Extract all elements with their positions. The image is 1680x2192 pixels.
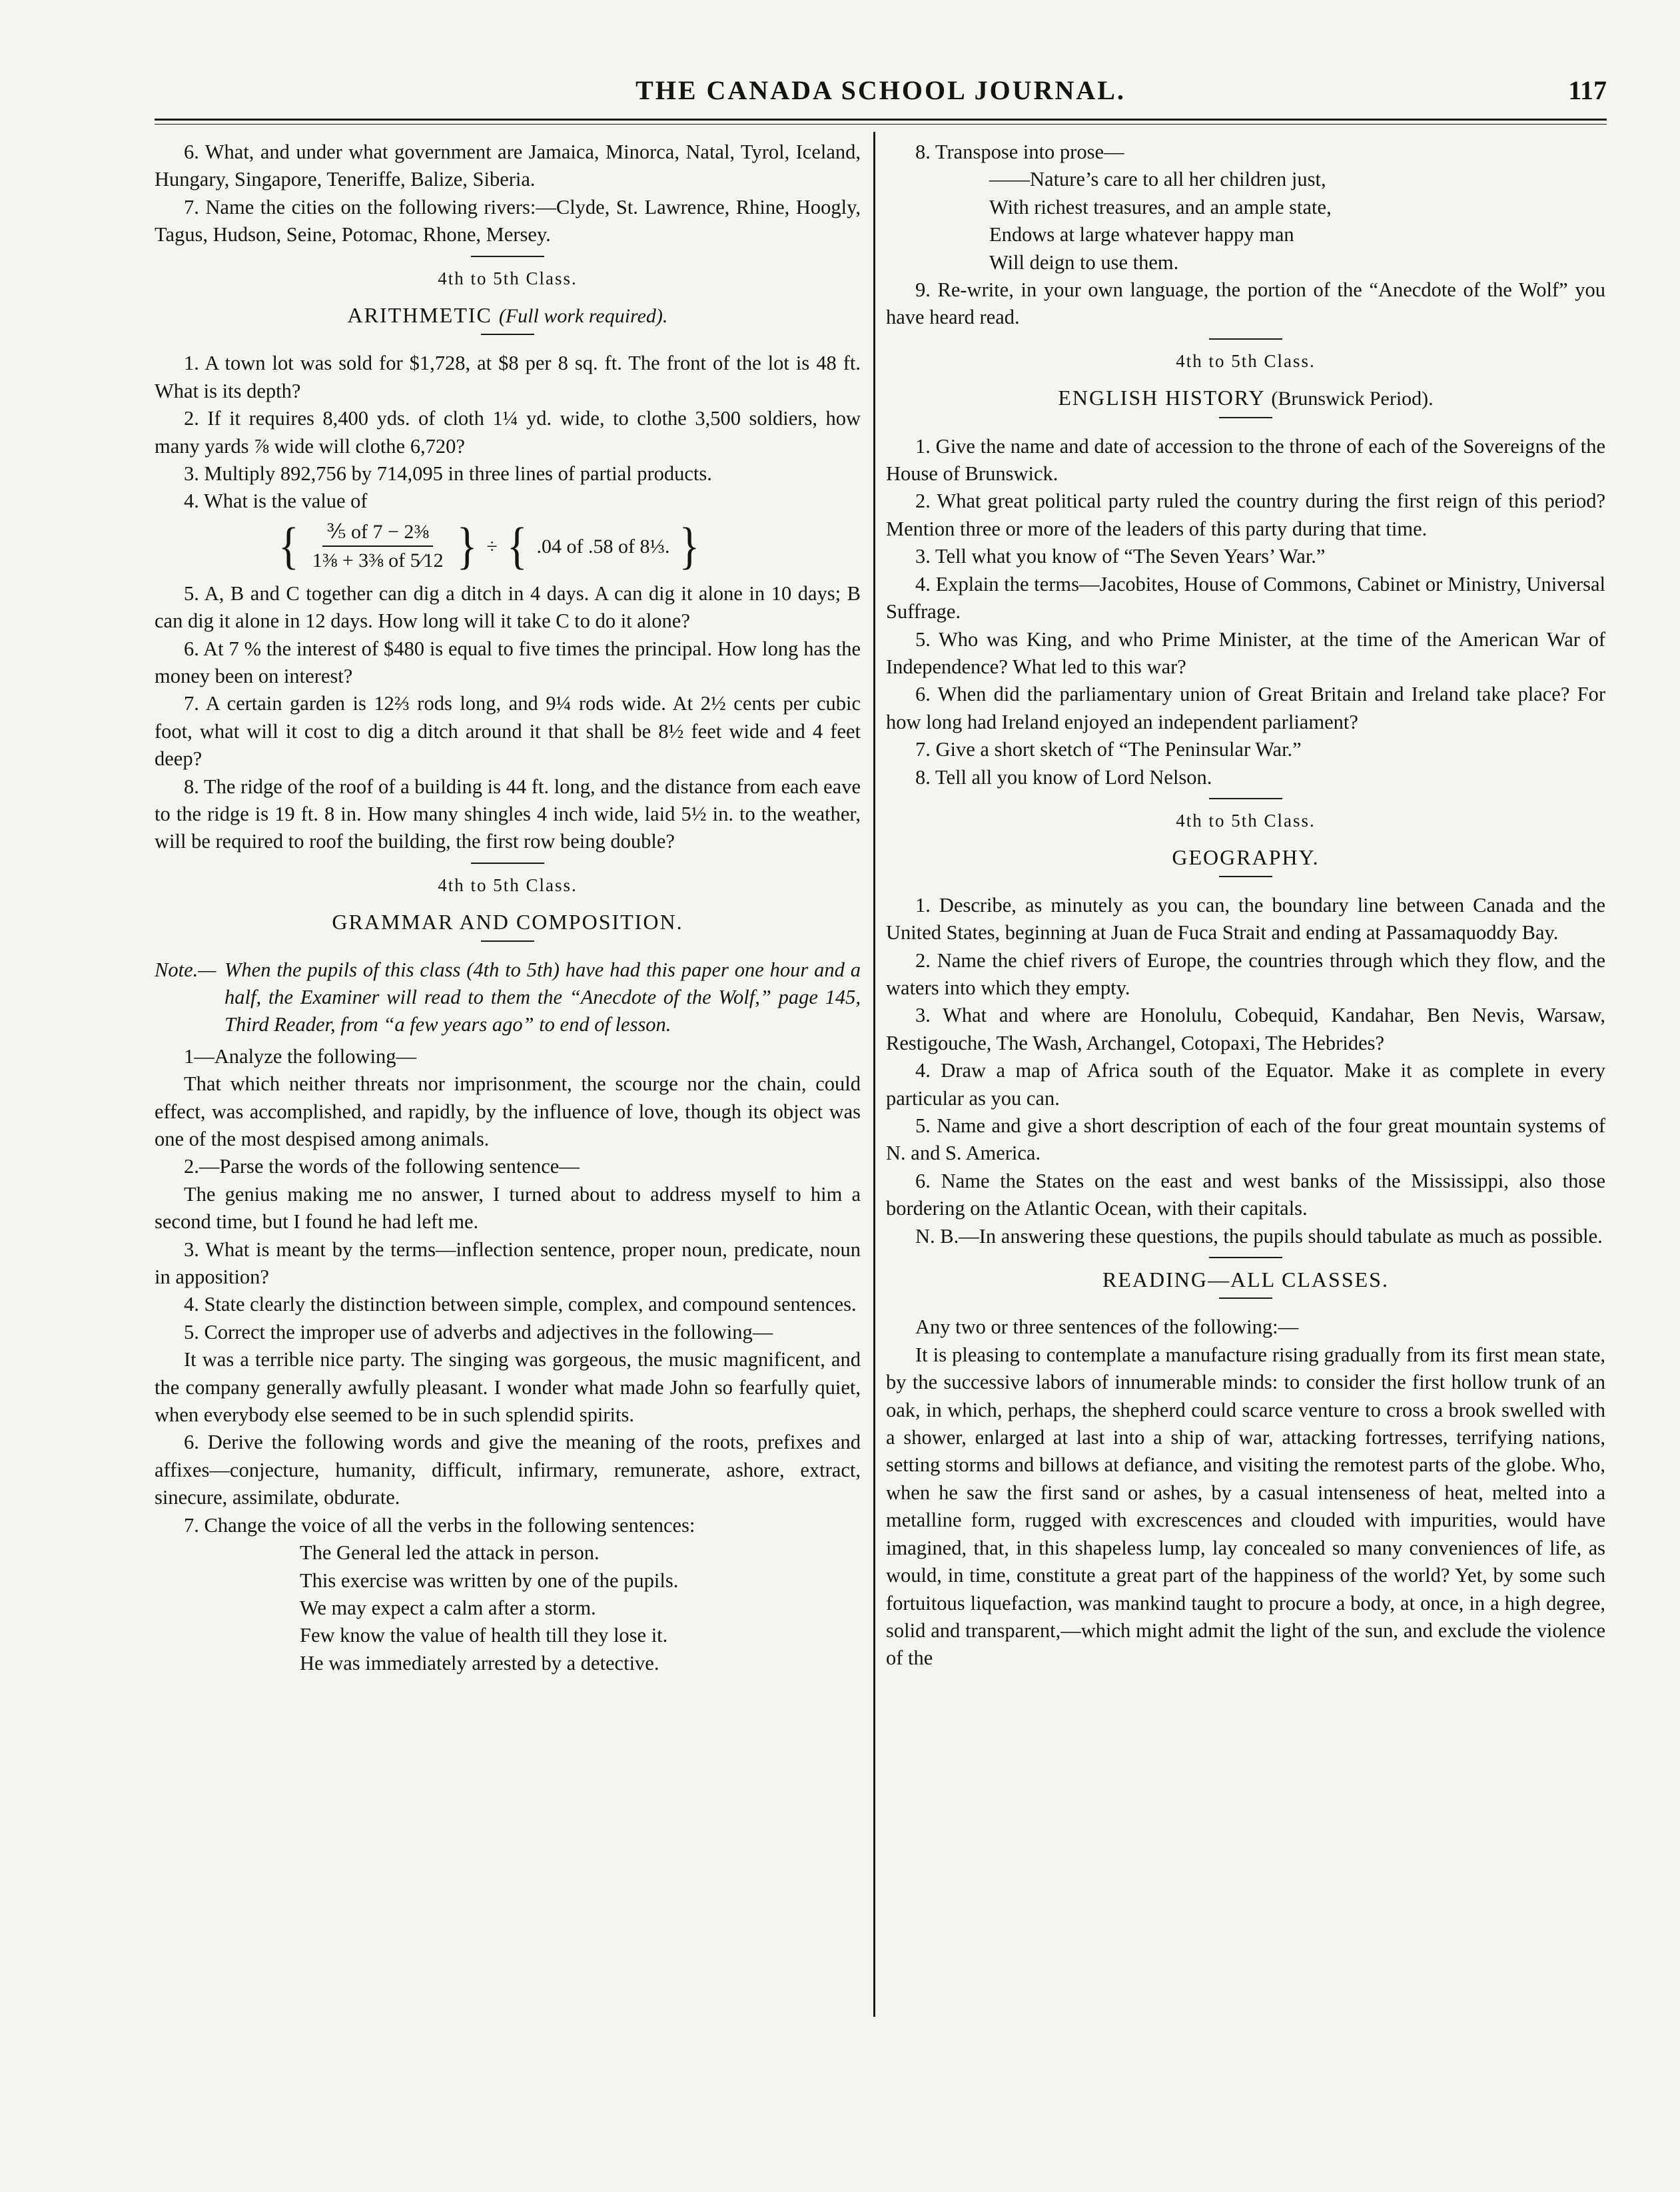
history-question-3: 3. Tell what you know of “The Seven Years’ War.” xyxy=(915,545,1326,568)
geography-note: N. B.—In answering these questions, the pupils should tabulate as much as possible. xyxy=(915,1224,1603,1248)
grammar-question-1: 1—Analyze the following— xyxy=(184,1044,416,1068)
close-brace: } xyxy=(456,518,478,575)
class-heading: 4th to 5th Class. xyxy=(1176,810,1316,831)
header-rule xyxy=(155,119,1607,121)
grammar-question-5-text: It was a terrible nice party. The singing was gorgeous, the music magnificent, and the company generally awfully pleasant. I wonder what made John so fearfully quiet, when everybody else seemed to be in such splendid spirits. xyxy=(155,1348,861,1427)
class-heading: 4th to 5th Class. xyxy=(438,268,578,288)
fraction-denominator: 1⅜ + 3⅜ of 5⁄12 xyxy=(312,549,444,572)
section-rule xyxy=(1209,1257,1282,1258)
compound-fraction xyxy=(308,518,448,575)
journal-title: THE CANADA SCHOOL JOURNAL. xyxy=(635,75,1126,105)
grammar-question-1-text: That which neither threats nor imprisonment, the scourge nor the chain, could effect, was accomplished, and rapidly, by the influence of love, though its object was one of the most despised among animals. xyxy=(155,1072,861,1150)
examiner-note xyxy=(155,956,861,1039)
history-title-text: ENGLISH HISTORY xyxy=(1058,386,1265,410)
poem-line: Will deign to use them. xyxy=(989,250,1179,274)
arithmetic-question-4: 4. What is the value of xyxy=(184,490,368,513)
geography-question-6: 6. Name the States on the east and west banks of the Mississippi, also those bordering on the Atlantic Ocean, with their capitals. xyxy=(886,1169,1605,1220)
poem-line: Endows at large whatever happy man xyxy=(989,223,1294,246)
sentence-line: This exercise was written by one of the pupils. xyxy=(300,1569,679,1592)
fraction-numerator: ⅗ of 7 − 2⅜ xyxy=(322,518,433,547)
arithmetic-question-6: 6. At 7 % the interest of $480 is equal to five times the principal. How long has the money been on interest? xyxy=(155,637,861,687)
expression-rest: .04 of .58 of 8⅓. xyxy=(536,535,670,557)
open-brace: { xyxy=(278,518,299,575)
geography-question-7: 7. Name the cities on the following rivers:—Clyde, St. Lawrence, Rhine, Hoogly, Tagus, Hudson, Seine, Potomac, Rhone, Mersey. xyxy=(155,195,861,246)
poem-line: With richest treasures, and an ample state, xyxy=(989,195,1332,218)
grammar-question-2: 2.—Parse the words of the following sentence— xyxy=(184,1155,580,1178)
arithmetic-question-3: 3. Multiply 892,756 by 714,095 in three lines of partial products. xyxy=(184,462,712,486)
section-rule xyxy=(1209,338,1282,340)
note-text: When the pupils of this class (4th to 5th) have had this paper one hour and a half, the Examiner will read to them the “Anecdote of the Wolf,” page 145, Third Reader, from “a few years ago” to end of lesson. xyxy=(224,958,861,1036)
history-question-4: 4. Explain the terms—Jacobites, House of Commons, Cabinet or Ministry, Universal Suffrage. xyxy=(886,572,1605,623)
open-brace: { xyxy=(506,518,528,575)
sentence-line: The General led the attack in person. xyxy=(300,1541,600,1565)
history-title xyxy=(886,384,1605,412)
sentence-line: He was immediately arrested by a detective. xyxy=(300,1651,659,1674)
history-question-5: 5. Who was King, and who Prime Minister, at the time of the American War of Independence? What led to this war? xyxy=(886,627,1605,678)
header-rule-thin xyxy=(155,124,1607,125)
grammar-question-8: 8. Transpose into prose— xyxy=(915,141,1124,163)
reading-intro: Any two or three sentences of the following:— xyxy=(915,1315,1299,1339)
reading-passage: It is pleasing to contemplate a manufacture rising gradually from its first mean state, by the successive labors of innumerable minds: to consider the first hollow trunk of an oak, in which, perhaps, the shepherd could scarce venture to cross a brook swelled with a shower, enlarged at last into a ship of war, attacking fortresses, terrifying nations, setting storms and billows at defiance, and visiting the remotest parts of the globe. Who, when he saw the first sand or ashes, by a casual intenseness of heat, melted into a metalline form, rugged with excrescences and clouded with impurities, would have imagined, that, in this shapeless lump, lay concealed so many conveniences of life, as would, in time, constitute a great part of the happiness of the world? Yet, by some such fortuitous liquefaction, was mankind taught to procure a body, at once, in a high degree, solid and transparent,—which might admit the light of the sun, and exclude the violence of the xyxy=(886,1343,1605,1670)
page-number: 117 xyxy=(1568,75,1607,105)
class-heading: 4th to 5th Class. xyxy=(1176,350,1316,371)
column-divider xyxy=(873,132,875,2017)
history-question-8: 8. Tell all you know of Lord Nelson. xyxy=(915,765,1212,789)
grammar-question-3: 3. What is meant by the terms—inflection sentence, proper noun, predicate, noun in apposition? xyxy=(155,1238,861,1289)
arithmetic-title-text: ARITHMETIC xyxy=(347,303,492,328)
arithmetic-question-7: 7. A certain garden is 12⅔ rods long, and 9¼ rods wide. At 2½ cents per cubic foot, what will it cost to dig a ditch around it that shall be 8½ feet wide and 4 feet deep? xyxy=(155,692,861,771)
geography-question-5: 5. Name and give a short description of each of the four great mountain systems of N. and S. America. xyxy=(886,1114,1605,1165)
title-rule xyxy=(481,940,534,942)
history-subtitle: (Brunswick Period). xyxy=(1271,388,1434,410)
note-label: Note.— xyxy=(155,958,216,981)
arithmetic-subtitle: (Full work required). xyxy=(498,305,668,328)
geography-question-4: 4. Draw a map of Africa south of the Equator. Make it as complete in every particular as you can. xyxy=(886,1059,1605,1110)
section-rule xyxy=(1209,798,1282,799)
close-brace: } xyxy=(679,518,700,575)
arithmetic-title xyxy=(155,302,861,330)
arithmetic-question-5: 5. A, B and C together can dig a ditch in 4 days. A can dig it alone in 10 days; B can dig it alone in 12 days. How long will it take C to do it alone? xyxy=(155,581,861,633)
arithmetic-question-1: 1. A town lot was sold for $1,728, at $8 per 8 sq. ft. The front of the lot is 48 ft. What is its depth? xyxy=(155,352,861,402)
section-rule xyxy=(471,256,544,257)
title-rule xyxy=(1219,1297,1272,1299)
arithmetic-question-2: 2. If it requires 8,400 yds. of cloth 1¼ yd. wide, to clothe 3,500 soldiers, how many yards ⅞ wide will clothe 6,720? xyxy=(155,407,861,458)
geography-question-6: 6. What, and under what government are Jamaica, Minorca, Natal, Tyrol, Iceland, Hungary, Singapore, Teneriffe, Balize, Siberia. xyxy=(155,141,861,191)
left-column xyxy=(155,139,861,1677)
page-header xyxy=(155,75,1607,115)
geography-question-2: 2. Name the chief rivers of Europe, the countries through which they flow, and the waters into which they empty. xyxy=(886,948,1605,999)
geography-question-3: 3. What and where are Honolulu, Cobequid, Kandahar, Ben Nevis, Warsaw, Restigouche, The Wash, Archangel, Cotopaxi, The Hebrides? xyxy=(886,1004,1605,1054)
grammar-title: GRAMMAR AND COMPOSITION. xyxy=(332,910,683,934)
geography-title: GEOGRAPHY. xyxy=(1172,845,1320,870)
history-question-6: 6. When did the parliamentary union of Great Britain and Ireland take place? For how long had Ireland enjoyed an independent parliament? xyxy=(886,683,1605,733)
title-rule xyxy=(481,334,534,335)
grammar-question-7: 7. Change the voice of all the verbs in the following sentences: xyxy=(184,1513,695,1537)
history-question-7: 7. Give a short sketch of “The Peninsular War.” xyxy=(915,738,1302,761)
section-rule xyxy=(471,863,544,864)
title-rule xyxy=(1219,876,1272,877)
grammar-question-4: 4. State clearly the distinction between simple, complex, and compound sentences. xyxy=(184,1293,857,1316)
division-sign: ÷ xyxy=(486,535,498,557)
right-column xyxy=(886,139,1605,1672)
sentence-line: Few know the value of health till they lose it. xyxy=(300,1624,668,1647)
math-expression xyxy=(278,518,861,575)
geography-question-1: 1. Describe, as minutely as you can, the boundary line between Canada and the United States, beginning at Juan de Fuca Strait and ending at Passamaquoddy Bay. xyxy=(886,893,1605,944)
history-question-1: 1. Give the name and date of accession to the throne of each of the Sovereigns of the House of Brunswick. xyxy=(886,434,1605,486)
class-heading: 4th to 5th Class. xyxy=(438,875,578,895)
poem-line: ——Nature’s care to all her children just, xyxy=(989,168,1326,191)
history-question-2: 2. What great political party ruled the country during the first reign of this period? Mention three or more of the leaders of this party during that time. xyxy=(886,490,1605,540)
grammar-question-9: 9. Re-write, in your own language, the portion of the “Anecdote of the Wolf” you have heard read. xyxy=(886,278,1605,329)
grammar-question-2-text: The genius making me no answer, I turned about to address myself to him a second time, but I found he had left me. xyxy=(155,1182,861,1234)
arithmetic-question-8: 8. The ridge of the roof of a building is 44 ft. long, and the distance from each eave to the ridge is 19 ft. 8 in. How many shingles 4 inch wide, laid 5½ in. to the weather, will be required to roof the building, the first row being double? xyxy=(155,775,861,853)
reading-title: READING—ALL CLASSES. xyxy=(1102,1268,1389,1292)
grammar-question-6: 6. Derive the following words and give the meaning of the roots, prefixes and affixes—conjecture, humanity, difficult, infirmary, remunerate, ashore, extract, sinecure, assimilate, obdurate. xyxy=(155,1431,861,1509)
title-rule xyxy=(1219,417,1272,418)
sentence-line: We may expect a calm after a storm. xyxy=(300,1596,596,1619)
grammar-question-5: 5. Correct the improper use of adverbs and adjectives in the following— xyxy=(184,1320,773,1343)
